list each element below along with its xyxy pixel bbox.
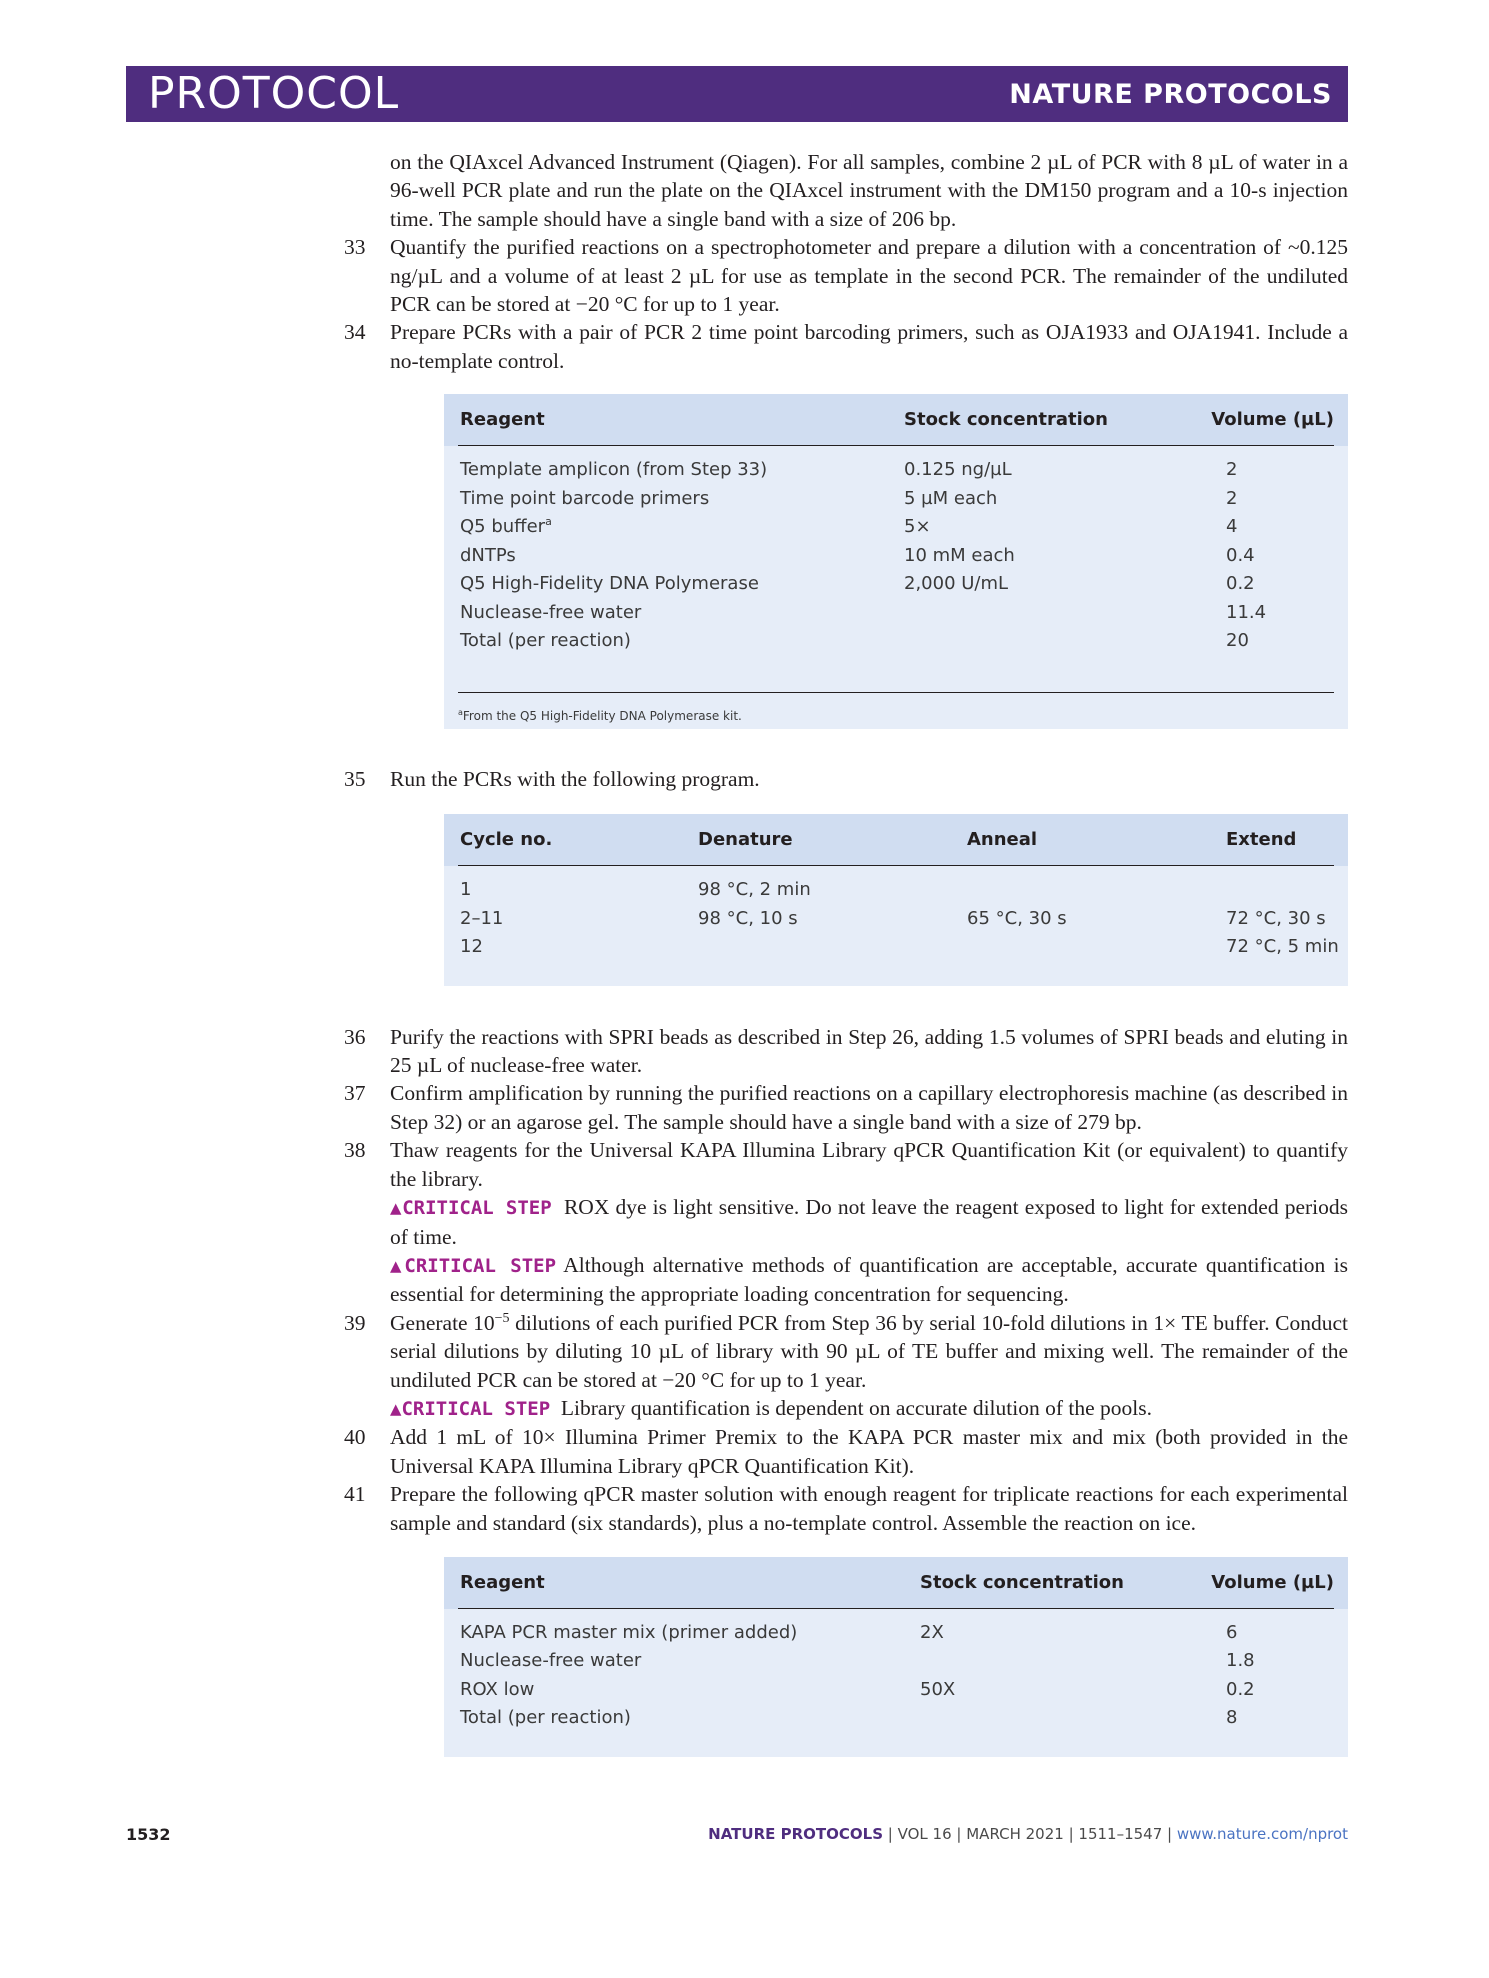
step-text: Purify the reactions with SPRI beads as described in Step 26, adding 1.5 volumes of SPRI beads and eluting in 25 µL of nuclease-free water. bbox=[390, 1024, 1348, 1078]
cell: 20 bbox=[1226, 630, 1249, 652]
step-number: 35 bbox=[344, 766, 366, 791]
cell: 65 °C, 30 s bbox=[967, 907, 1067, 929]
cell: 0.125 ng/µL bbox=[904, 459, 1012, 481]
step-number: 34 bbox=[344, 320, 366, 345]
step-number: 36 bbox=[344, 1024, 366, 1049]
step-number: 41 bbox=[344, 1482, 366, 1507]
cell: 1 bbox=[460, 879, 472, 901]
step-number: 37 bbox=[344, 1081, 366, 1106]
table-row bbox=[444, 513, 1348, 542]
step-number: 33 bbox=[344, 235, 366, 260]
step-text bbox=[390, 1309, 1348, 1394]
step-36 bbox=[344, 1023, 1348, 1080]
cell: 1.8 bbox=[1226, 1650, 1255, 1672]
table-row bbox=[444, 1647, 1348, 1676]
footnote-text bbox=[458, 709, 742, 723]
table-row bbox=[444, 542, 1348, 571]
step-number: 39 bbox=[344, 1310, 366, 1335]
cell: Template amplicon (from Step 33) bbox=[460, 459, 768, 481]
step-text: on the QIAxcel Advanced Instrument (Qiagen). For all samples, combine 2 µL of PCR with 8 µL of water in a 96-well PCR plate and run the plate on the QIAxcel instrument with the DM150 program and a 10-s injection time. The sample should have a single band with a size of 206 bp. bbox=[390, 150, 1348, 231]
col-header: Anneal bbox=[967, 829, 1038, 851]
exponent: −5 bbox=[494, 1310, 510, 1326]
cell: KAPA PCR master mix (primer added) bbox=[460, 1621, 798, 1643]
critical-step-label: ▲CRITICAL STEP bbox=[390, 1197, 552, 1220]
table-row bbox=[444, 570, 1348, 599]
text-run: Generate 10 bbox=[390, 1310, 495, 1335]
cell: Nuclease-free water bbox=[460, 601, 642, 623]
table-header bbox=[444, 814, 1348, 866]
cell: 50X bbox=[920, 1678, 956, 1700]
cell: 11.4 bbox=[1226, 601, 1267, 623]
cell bbox=[460, 513, 552, 542]
table-footnote bbox=[458, 692, 1334, 729]
step-continuation bbox=[390, 148, 1348, 233]
cell: 0.2 bbox=[1226, 573, 1255, 595]
table-row bbox=[444, 456, 1348, 485]
step-40 bbox=[344, 1423, 1348, 1480]
critical-text: Although alternative methods of quantification are acceptable, accurate quantification is essential for determining the appropriate loading concentration for sequencing. bbox=[390, 1252, 1348, 1307]
cell: Time point barcode primers bbox=[460, 487, 710, 509]
table-row bbox=[444, 485, 1348, 514]
cell: 72 °C, 30 s bbox=[1226, 907, 1326, 929]
footer-journal: NATURE PROTOCOLS bbox=[708, 1825, 884, 1843]
critical-step-note bbox=[390, 1251, 1348, 1309]
footnote-marker: a bbox=[545, 515, 552, 529]
step-33 bbox=[344, 233, 1348, 318]
cell: 10 mM each bbox=[904, 544, 1015, 566]
table-row bbox=[444, 599, 1348, 628]
step-41 bbox=[344, 1480, 1348, 1537]
cell: dNTPs bbox=[460, 544, 516, 566]
step-34 bbox=[344, 318, 1348, 375]
step-text: Quantify the purified reactions on a spectrophotometer and prepare a dilution with a concentration of ~0.125 ng/µL and a volume of at least 2 µL for use as template in the second PCR. The remainder of the undiluted PCR can be stored at −20 °C for up to 1 year. bbox=[390, 235, 1348, 317]
cell: 72 °C, 5 min bbox=[1226, 936, 1339, 958]
col-header: Volume (µL) bbox=[1211, 1571, 1334, 1593]
col-header: Stock concentration bbox=[904, 409, 1108, 431]
cell: 5 µM each bbox=[904, 487, 998, 509]
cell: Total (per reaction) bbox=[460, 1707, 631, 1729]
cell: 2 bbox=[1226, 487, 1238, 509]
cell: 5× bbox=[904, 516, 931, 538]
table-body bbox=[444, 446, 1348, 692]
step-text: Thaw reagents for the Universal KAPA Illumina Library qPCR Quantification Kit (or equivalent) to quantify the library. bbox=[390, 1138, 1348, 1191]
cell: 6 bbox=[1226, 1621, 1238, 1643]
critical-text: Library quantification is dependent on accurate dilution of the pools. bbox=[560, 1395, 1152, 1420]
cell: 2 bbox=[1226, 459, 1238, 481]
cell: 0.4 bbox=[1226, 544, 1255, 566]
step-37 bbox=[344, 1079, 1348, 1136]
table-row bbox=[444, 1676, 1348, 1705]
step-35 bbox=[344, 765, 1348, 793]
cell: Q5 High-Fidelity DNA Polymerase bbox=[460, 573, 759, 595]
table-row bbox=[444, 876, 1348, 905]
step-text: Prepare the following qPCR master solution with enough reagent for triplicate reactions for each experimental sample and standard (six standards), plus a no-template control. Assemble the reaction on ice. bbox=[390, 1482, 1348, 1535]
header-bar bbox=[126, 66, 1348, 122]
table-row bbox=[444, 933, 1348, 962]
col-header: Denature bbox=[698, 829, 793, 851]
cell: 4 bbox=[1226, 516, 1238, 538]
footer-pages: 1511–1547 bbox=[1078, 1825, 1163, 1843]
col-header: Cycle no. bbox=[460, 829, 553, 851]
cell-text: Q5 buffer bbox=[460, 516, 546, 538]
col-header: Volume (µL) bbox=[1211, 409, 1334, 431]
step-text: Run the PCRs with the following program. bbox=[390, 766, 760, 791]
cell: 2–11 bbox=[460, 907, 504, 929]
col-header: Reagent bbox=[460, 409, 545, 431]
cell: ROX low bbox=[460, 1678, 535, 1700]
table-row bbox=[444, 1704, 1348, 1733]
step-text: Add 1 mL of 10× Illumina Primer Premix to the KAPA PCR master mix and mix (both provided in the Universal KAPA Illumina Library qPCR Quantification Kit). bbox=[390, 1425, 1348, 1478]
step-text: Confirm amplification by running the purified reactions on a capillary electrophoresis machine (as described in Step 32) or an agarose gel. The sample should have a single band with a size of 279 bp. bbox=[390, 1081, 1348, 1134]
critical-step-label: ▲CRITICAL STEP bbox=[390, 1397, 551, 1420]
footer-date: MARCH 2021 bbox=[966, 1825, 1064, 1843]
text-run: dilutions of each purified PCR from Step 36 by serial 10-fold dilutions in 1× TE buffer. Conduct serial dilutions by diluting 10 µL of library with 90 µL of TE buffer and mixing well. The remainder of the undiluted PCR can be stored at −20 °C for up to 1 year. bbox=[390, 1310, 1348, 1392]
col-header: Stock concentration bbox=[920, 1571, 1124, 1593]
table-row bbox=[444, 905, 1348, 934]
footnote-body: From the Q5 High-Fidelity DNA Polymerase kit. bbox=[462, 708, 742, 723]
step-number: 40 bbox=[344, 1425, 366, 1450]
cell: 8 bbox=[1226, 1707, 1238, 1729]
critical-text: ROX dye is light sensitive. Do not leave the reagent exposed to light for extended periods of time. bbox=[390, 1195, 1349, 1249]
critical-step-note bbox=[390, 1394, 1348, 1423]
cell: 0.2 bbox=[1226, 1678, 1255, 1700]
cell: 98 °C, 2 min bbox=[698, 879, 811, 901]
pcr-program-table bbox=[444, 814, 1348, 986]
cell: Total (per reaction) bbox=[460, 630, 631, 652]
table-row bbox=[444, 1619, 1348, 1648]
table-body bbox=[444, 1609, 1348, 1757]
footnote-marker: a bbox=[458, 707, 463, 717]
table-header bbox=[444, 394, 1348, 446]
main-content bbox=[344, 148, 1349, 1757]
reagent-table-pcr2 bbox=[444, 394, 1348, 729]
step-number: 38 bbox=[344, 1138, 366, 1163]
section-label: PROTOCOL bbox=[148, 68, 400, 119]
footer-citation: NATURE PROTOCOLS | VOL 16 | MARCH 2021 | 1511–1547 | www.nature.com/nprot bbox=[708, 1825, 1348, 1843]
footer-volume: VOL 16 bbox=[897, 1825, 952, 1843]
cell: 12 bbox=[460, 936, 483, 958]
table-row bbox=[444, 627, 1348, 656]
cell: 2X bbox=[920, 1621, 944, 1643]
cell: Nuclease-free water bbox=[460, 1650, 642, 1672]
journal-name: NATURE PROTOCOLS bbox=[1009, 79, 1332, 110]
col-header: Extend bbox=[1226, 829, 1297, 851]
step-38 bbox=[344, 1136, 1349, 1308]
step-text: Prepare PCRs with a pair of PCR 2 time point barcoding primers, such as OJA1933 and OJA1941. Include a no-template control. bbox=[390, 320, 1348, 373]
footer-url[interactable]: www.nature.com/nprot bbox=[1176, 1825, 1348, 1843]
col-header: Reagent bbox=[460, 1571, 545, 1593]
table-header bbox=[444, 1557, 1348, 1609]
cell: 98 °C, 10 s bbox=[698, 907, 798, 929]
cell: 2,000 U/mL bbox=[904, 573, 1009, 595]
qpcr-master-table bbox=[444, 1557, 1348, 1757]
table-body bbox=[444, 866, 1348, 986]
step-39 bbox=[344, 1309, 1348, 1424]
page-number: 1532 bbox=[126, 1825, 171, 1844]
critical-step-note bbox=[390, 1193, 1348, 1251]
critical-step-label: ▲CRITICAL STEP bbox=[390, 1254, 557, 1277]
